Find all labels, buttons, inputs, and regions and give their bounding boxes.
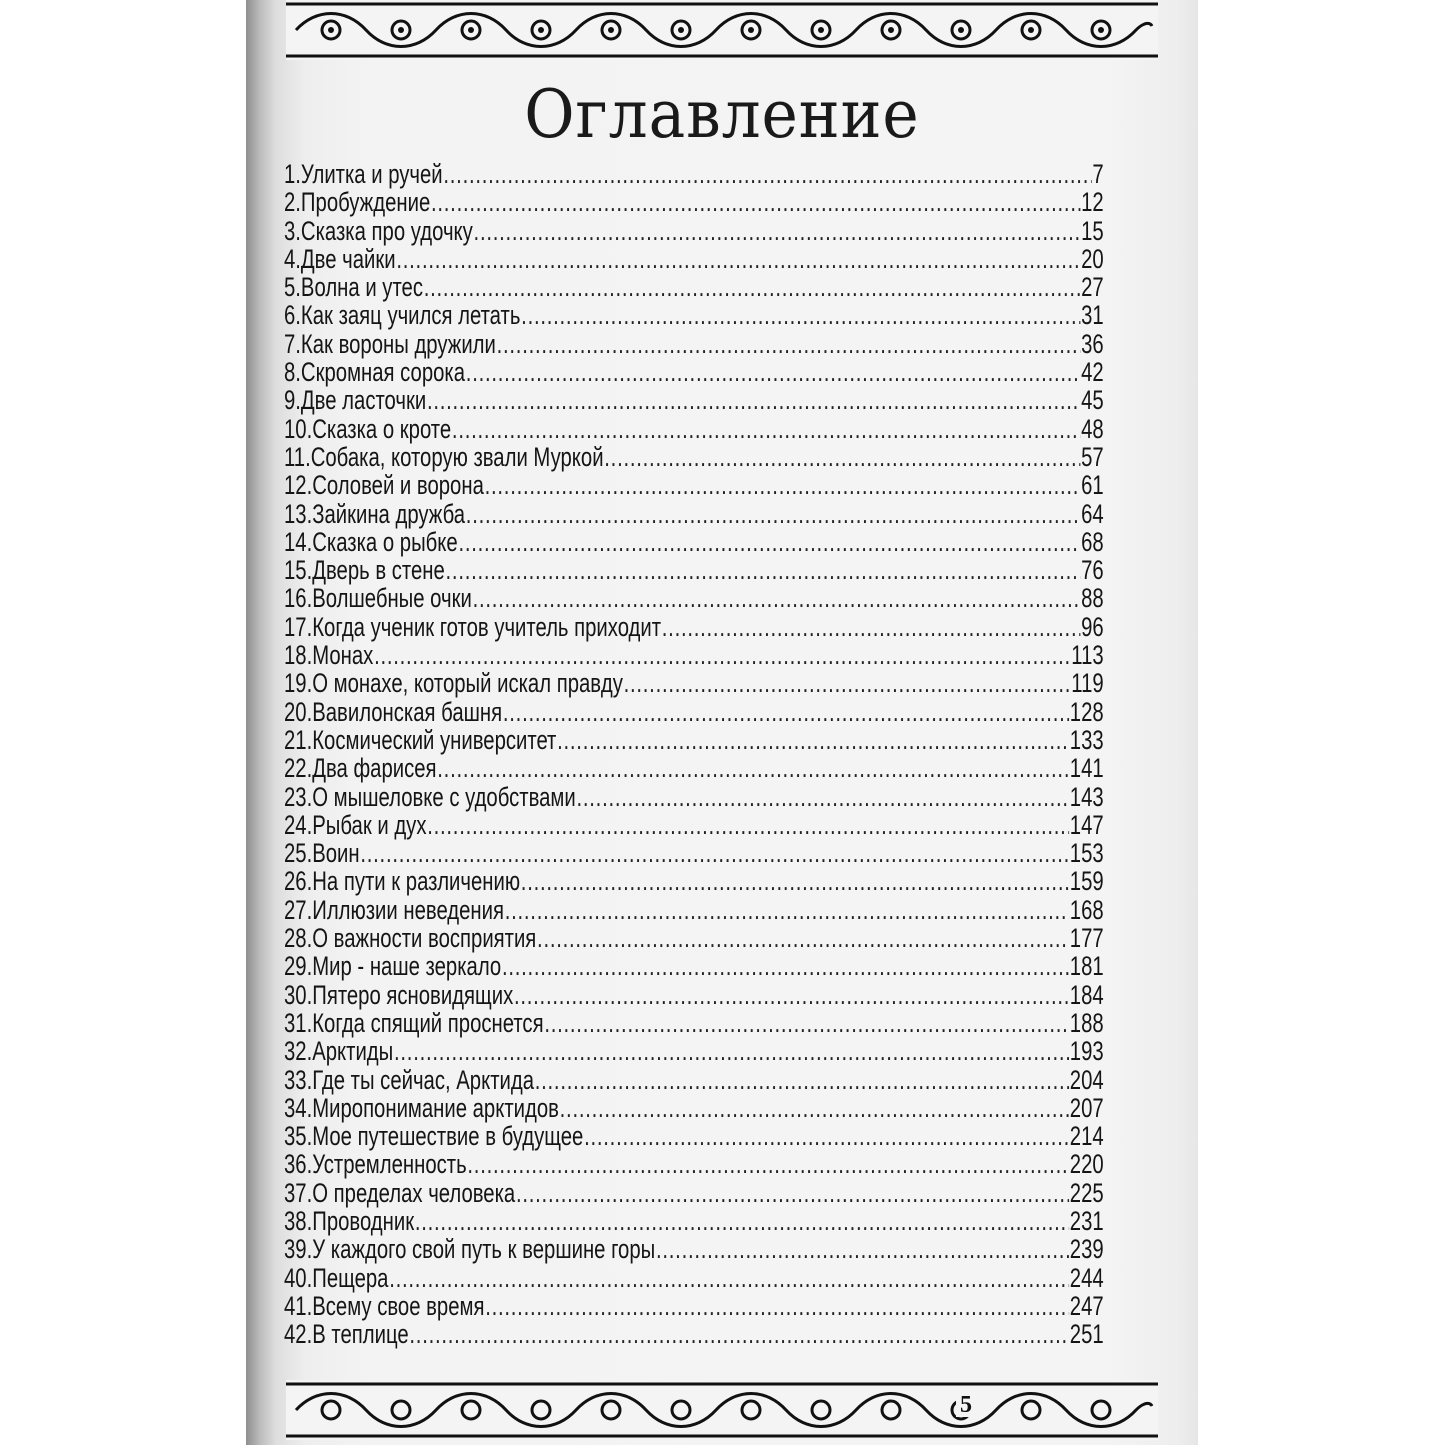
- toc-entry-title: 1.Улитка и ручей: [284, 159, 443, 189]
- toc-entry: [284, 698, 1104, 726]
- dot-leader: [521, 301, 1080, 329]
- toc-entry-title: 13.Зайкина дружба: [284, 498, 466, 529]
- dot-leader: [656, 1235, 1069, 1263]
- toc-entry-title: 4.Две чайки: [284, 243, 396, 274]
- toc-entry-page: 159: [1069, 866, 1104, 897]
- toc-entry-title: 40.Пещера: [284, 1262, 389, 1293]
- toc-entry-title: 10.Сказка о кроте: [284, 413, 452, 444]
- toc-entry-page: 184: [1069, 979, 1104, 1010]
- toc-entry-title: 36.Устремленность: [284, 1149, 467, 1180]
- dot-leader: [466, 500, 1081, 528]
- toc-entry-page: 207: [1069, 1092, 1104, 1123]
- toc-entry-page: 141: [1069, 753, 1104, 784]
- toc-entry: [284, 867, 1104, 895]
- dot-leader: [424, 273, 1081, 301]
- toc-entry-page: 20: [1081, 243, 1104, 274]
- toc-entry-title: 25.Воин: [284, 838, 360, 869]
- toc-entry-title: 28.О важности восприятия: [284, 923, 537, 954]
- toc-entry: [284, 245, 1104, 273]
- toc-entry-page: 7: [1092, 159, 1104, 189]
- toc-entry-page: 204: [1069, 1064, 1104, 1095]
- dot-leader: [389, 1264, 1069, 1292]
- dot-leader: [521, 867, 1069, 895]
- toc-entry: [284, 896, 1104, 924]
- toc-entry-title: 9.Две ласточки: [284, 385, 427, 416]
- toc-entry-page: 133: [1069, 724, 1104, 755]
- toc-entry: [284, 981, 1104, 1009]
- toc-entry-title: 17.Когда ученик готов учитель приходит: [284, 611, 662, 642]
- toc-entry-page: 143: [1069, 781, 1104, 812]
- toc-entry: [284, 415, 1104, 443]
- toc-entry-title: 15.Дверь в стене: [284, 555, 445, 586]
- toc-entry-title: 5.Волна и утес: [284, 272, 423, 303]
- dot-leader: [576, 783, 1069, 811]
- toc-entry: [284, 160, 1104, 188]
- dot-leader: [502, 952, 1069, 980]
- toc-entry: [284, 1235, 1104, 1263]
- toc-entry: [284, 1122, 1104, 1150]
- toc-entry-title: 29.Мир - наше зеркало: [284, 951, 502, 982]
- page-title: Оглавление: [524, 76, 920, 153]
- dot-leader: [514, 981, 1069, 1009]
- dot-leader: [584, 1122, 1069, 1150]
- toc-entry: [284, 273, 1104, 301]
- dot-leader: [544, 1009, 1069, 1037]
- dot-leader: [537, 924, 1069, 952]
- toc-entry: [284, 1179, 1104, 1207]
- toc-entry-page: 64: [1081, 498, 1104, 529]
- toc-entry-page: 36: [1081, 328, 1104, 359]
- ornamental-border-top: [286, 0, 1158, 60]
- dot-leader: [396, 245, 1080, 273]
- dot-leader: [473, 584, 1081, 612]
- toc-entry: [284, 1264, 1104, 1292]
- dot-leader: [446, 556, 1081, 584]
- toc-entry-page: 147: [1069, 809, 1104, 840]
- toc-entry: [284, 1094, 1104, 1122]
- toc-entry-page: 15: [1081, 215, 1104, 246]
- toc-entry: [284, 1150, 1104, 1178]
- toc-entry: [284, 584, 1104, 612]
- dot-leader: [662, 613, 1081, 641]
- toc-entry-page: 188: [1069, 1007, 1104, 1038]
- dot-leader: [452, 415, 1080, 443]
- dot-leader: [458, 528, 1080, 556]
- dot-leader: [431, 188, 1080, 216]
- toc-entry: [284, 754, 1104, 782]
- toc-entry-page: 214: [1069, 1121, 1104, 1152]
- dot-leader: [415, 1207, 1069, 1235]
- table-of-contents: [284, 160, 1104, 1348]
- toc-entry-title: 7.Как вороны дружили: [284, 328, 496, 359]
- toc-entry: [284, 471, 1104, 499]
- toc-entry: [284, 358, 1104, 386]
- dot-leader: [437, 754, 1069, 782]
- toc-entry: [284, 528, 1104, 556]
- dot-leader: [485, 471, 1081, 499]
- toc-entry-title: 21.Космический университет: [284, 724, 557, 755]
- toc-entry: [284, 924, 1104, 952]
- toc-entry-page: 45: [1081, 385, 1104, 416]
- toc-entry-title: 42.В теплице: [284, 1319, 409, 1350]
- dot-leader: [624, 669, 1071, 697]
- toc-entry-title: 11.Собака, которую звали Муркой: [284, 441, 604, 472]
- dot-leader: [427, 811, 1069, 839]
- toc-entry-title: 38.Проводник: [284, 1205, 415, 1236]
- toc-entry-title: 37.О пределах человека: [284, 1177, 516, 1208]
- toc-entry-title: 41.Всему свое время: [284, 1290, 485, 1321]
- toc-entry-title: 27.Иллюзии неведения: [284, 894, 504, 925]
- toc-entry: [284, 188, 1104, 216]
- toc-entry: [284, 330, 1104, 358]
- toc-entry: [284, 726, 1104, 754]
- toc-entry: [284, 839, 1104, 867]
- toc-entry-page: 119: [1071, 668, 1104, 699]
- toc-entry: [284, 1009, 1104, 1037]
- toc-entry-title: 24.Рыбак и дух: [284, 809, 427, 840]
- toc-entry-title: 19.О монахе, который искал правду: [284, 668, 623, 699]
- dot-leader: [516, 1179, 1069, 1207]
- toc-entry-title: 16.Волшебные очки: [284, 583, 472, 614]
- dot-leader: [427, 386, 1080, 414]
- toc-entry-page: 42: [1081, 357, 1104, 388]
- toc-entry: [284, 386, 1104, 414]
- toc-entry-page: 48: [1081, 413, 1104, 444]
- toc-entry-title: 2.Пробуждение: [284, 187, 431, 218]
- toc-entry-title: 20.Вавилонская башня: [284, 696, 503, 727]
- toc-entry-page: 251: [1069, 1319, 1104, 1350]
- toc-entry: [284, 669, 1104, 697]
- toc-entry: [284, 1037, 1104, 1065]
- toc-entry-page: 76: [1081, 555, 1104, 586]
- toc-entry-page: 181: [1069, 951, 1104, 982]
- toc-entry: [284, 500, 1104, 528]
- toc-entry: [284, 952, 1104, 980]
- dot-leader: [467, 1150, 1069, 1178]
- dot-leader: [535, 1066, 1069, 1094]
- toc-entry: [284, 443, 1104, 471]
- toc-entry: [284, 301, 1104, 329]
- dot-leader: [485, 1292, 1069, 1320]
- toc-entry-title: 34.Миропонимание арктидов: [284, 1092, 559, 1123]
- toc-entry-title: 23.О мышеловке с удобствами: [284, 781, 576, 812]
- toc-entry-title: 6.Как заяц учился летать: [284, 300, 521, 331]
- toc-entry-page: 96: [1081, 611, 1104, 642]
- toc-entry-title: 31.Когда спящий проснется: [284, 1007, 544, 1038]
- toc-entry-title: 12.Соловей и ворона: [284, 470, 484, 501]
- toc-entry-page: 168: [1069, 894, 1104, 925]
- toc-entry-page: 244: [1069, 1262, 1104, 1293]
- toc-entry-title: 26.На пути к различению: [284, 866, 521, 897]
- toc-entry: [284, 1292, 1104, 1320]
- toc-entry-title: 39.У каждого свой путь к вершине горы: [284, 1234, 656, 1265]
- dot-leader: [560, 1094, 1069, 1122]
- toc-entry-title: 22.Два фарисея: [284, 753, 437, 784]
- page-number: 5: [956, 1393, 976, 1417]
- toc-entry-title: 35.Мое путешествие в будущее: [284, 1121, 584, 1152]
- toc-entry: [284, 1320, 1104, 1348]
- dot-leader: [394, 1037, 1069, 1065]
- toc-entry-title: 3.Сказка про удочку: [284, 215, 473, 246]
- dot-leader: [466, 358, 1081, 386]
- toc-entry-page: 153: [1069, 838, 1104, 869]
- dot-leader: [604, 443, 1080, 471]
- toc-entry-title: 30.Пятеро ясновидящих: [284, 979, 514, 1010]
- toc-entry-page: 31: [1081, 300, 1104, 331]
- dot-leader: [503, 698, 1069, 726]
- toc-entry-page: 113: [1071, 640, 1104, 671]
- toc-entry-title: 32.Арктиды: [284, 1036, 394, 1067]
- toc-entry: [284, 613, 1104, 641]
- toc-entry-page: 247: [1069, 1290, 1104, 1321]
- ornamental-border-bottom: [286, 1380, 1158, 1440]
- toc-entry-title: 33.Где ты сейчас, Арктида: [284, 1064, 534, 1095]
- toc-entry-page: 220: [1069, 1149, 1104, 1180]
- toc-entry-title: 14.Сказка о рыбке: [284, 526, 458, 557]
- toc-entry-page: 61: [1081, 470, 1104, 501]
- dot-leader: [497, 330, 1081, 358]
- toc-entry-page: 177: [1069, 923, 1104, 954]
- dot-leader: [557, 726, 1069, 754]
- dot-leader: [374, 641, 1070, 669]
- dot-leader: [360, 839, 1069, 867]
- toc-entry: [284, 1207, 1104, 1235]
- toc-entry-title: 8.Скромная сорока: [284, 357, 466, 388]
- toc-entry-page: 231: [1069, 1205, 1104, 1236]
- toc-entry: [284, 1066, 1104, 1094]
- dot-leader: [505, 896, 1069, 924]
- dot-leader: [443, 160, 1091, 188]
- toc-entry-page: 27: [1081, 272, 1104, 303]
- toc-entry-page: 88: [1081, 583, 1104, 614]
- toc-entry: [284, 217, 1104, 245]
- dot-leader: [474, 217, 1081, 245]
- toc-entry-page: 128: [1069, 696, 1104, 727]
- toc-entry-title: 18.Монах: [284, 640, 374, 671]
- toc-entry: [284, 811, 1104, 839]
- toc-entry-page: 193: [1069, 1036, 1104, 1067]
- toc-entry-page: 225: [1069, 1177, 1104, 1208]
- toc-entry: [284, 556, 1104, 584]
- toc-entry-page: 12: [1081, 187, 1104, 218]
- toc-entry-page: 239: [1069, 1234, 1104, 1265]
- toc-entry-page: 57: [1081, 441, 1104, 472]
- book-page: [246, 0, 1198, 1445]
- dot-leader: [409, 1320, 1069, 1348]
- toc-entry: [284, 641, 1104, 669]
- toc-entry: [284, 783, 1104, 811]
- toc-entry-page: 68: [1081, 526, 1104, 557]
